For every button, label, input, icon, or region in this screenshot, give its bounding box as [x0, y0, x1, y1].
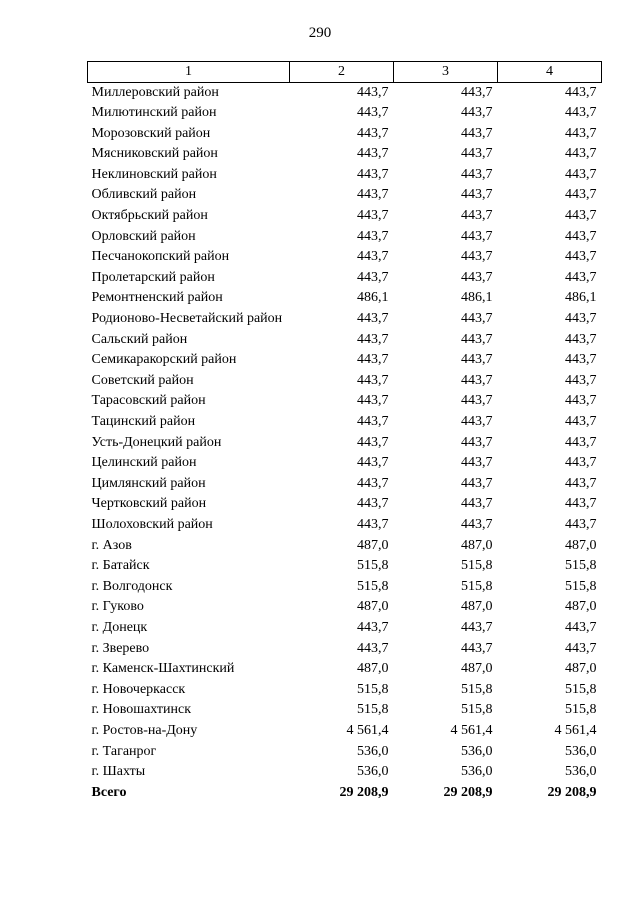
allocation-table	[87, 61, 602, 803]
table-row	[88, 124, 602, 145]
municipality-name: Цимлянский район	[91, 475, 206, 491]
value-col-3: 487,0	[461, 661, 493, 677]
municipality-name: г. Шахты	[91, 764, 146, 780]
value-col-2: 515,8	[357, 681, 389, 697]
value-col-4: 443,7	[565, 269, 597, 285]
municipality-name: г. Азов	[91, 537, 132, 553]
value-col-2: 536,0	[357, 743, 389, 759]
table-header	[88, 62, 602, 83]
value-col-3: 443,7	[461, 516, 493, 532]
value-col-2: 487,0	[357, 537, 389, 553]
value-col-3: 486,1	[461, 290, 493, 306]
value-col-2: 443,7	[357, 393, 389, 409]
municipality-name: Песчанокопский район	[91, 249, 230, 265]
value-col-4: 443,7	[565, 496, 597, 512]
value-col-4: 443,7	[565, 228, 597, 244]
value-col-2: 443,7	[357, 85, 389, 100]
table-row	[88, 762, 602, 783]
value-col-4: 515,8	[565, 578, 597, 594]
value-col-3: 443,7	[461, 331, 493, 347]
municipality-name: Тацинский район	[91, 414, 196, 429]
total-value-col-4: 29 208,9	[547, 784, 597, 800]
value-col-2: 443,7	[357, 105, 389, 121]
table-row	[88, 742, 602, 763]
value-col-2: 443,7	[357, 249, 389, 265]
value-col-2: 443,7	[357, 372, 389, 388]
value-col-3: 536,0	[461, 764, 493, 780]
municipality-name: Целинский район	[91, 455, 197, 471]
value-col-3: 443,7	[461, 414, 493, 429]
value-col-2: 443,7	[357, 228, 389, 244]
table-row	[88, 597, 602, 618]
value-col-3: 443,7	[461, 125, 493, 141]
value-col-3: 443,7	[461, 496, 493, 512]
value-col-3: 443,7	[461, 228, 493, 244]
municipality-name: Орловский район	[91, 228, 196, 244]
municipality-name: г. Донецк	[91, 619, 148, 635]
value-col-4: 443,7	[565, 311, 597, 327]
municipality-name: Ремонтненский район	[91, 290, 223, 306]
value-col-3: 443,7	[461, 311, 493, 327]
value-col-3: 443,7	[461, 434, 493, 450]
value-col-3: 443,7	[461, 619, 493, 635]
value-col-2: 515,8	[357, 702, 389, 718]
value-col-3: 515,8	[461, 578, 493, 594]
value-col-2: 515,8	[357, 578, 389, 594]
table-row	[88, 494, 602, 515]
municipality-name: Чертковский район	[91, 496, 207, 512]
value-col-4: 443,7	[565, 166, 597, 182]
table-row	[88, 206, 602, 227]
total-label: Всего	[91, 784, 127, 800]
table-row	[88, 453, 602, 474]
municipality-name: г. Батайск	[91, 558, 150, 574]
value-col-2: 4 561,4	[346, 722, 389, 738]
total-value-col-3: 29 208,9	[443, 784, 493, 800]
municipality-name: Морозовский район	[91, 125, 211, 141]
column-header-3: 3	[394, 62, 498, 83]
value-col-2: 487,0	[357, 599, 389, 615]
table-row	[88, 577, 602, 598]
municipality-name: Тарасовский район	[91, 393, 206, 409]
value-col-2: 443,7	[357, 640, 389, 656]
value-col-4: 443,7	[565, 475, 597, 491]
table-row	[88, 185, 602, 206]
municipality-name: Миллеровский район	[91, 85, 219, 100]
value-col-4: 443,7	[565, 434, 597, 450]
table-row	[88, 268, 602, 289]
municipality-name: Мясниковский район	[91, 146, 218, 162]
municipality-name: Октябрьский район	[91, 208, 208, 224]
value-col-3: 515,8	[461, 681, 493, 697]
table-row	[88, 536, 602, 557]
table-row	[88, 721, 602, 742]
municipality-name: г. Волгодонск	[91, 578, 173, 594]
value-col-3: 443,7	[461, 85, 493, 100]
value-col-3: 443,7	[461, 372, 493, 388]
municipality-name: г. Новочеркасск	[91, 681, 186, 697]
value-col-4: 487,0	[565, 661, 597, 677]
value-col-4: 443,7	[565, 455, 597, 471]
value-col-3: 443,7	[461, 475, 493, 491]
municipality-name: Обливский район	[91, 187, 197, 203]
value-col-2: 536,0	[357, 764, 389, 780]
value-col-4: 443,7	[565, 125, 597, 141]
table-row	[88, 247, 602, 268]
value-col-3: 443,7	[461, 352, 493, 368]
municipality-name: Пролетарский район	[91, 269, 215, 285]
table-row	[88, 433, 602, 454]
value-col-2: 487,0	[357, 661, 389, 677]
municipality-name: г. Новошахтинск	[91, 702, 192, 718]
value-col-3: 443,7	[461, 393, 493, 409]
value-col-4: 443,7	[565, 187, 597, 203]
municipality-name: г. Гуково	[91, 599, 144, 615]
municipality-name: Сальский район	[91, 331, 188, 347]
value-col-3: 443,7	[461, 166, 493, 182]
value-col-4: 536,0	[565, 743, 597, 759]
municipality-name: Шолоховский район	[91, 516, 213, 532]
value-col-2: 443,7	[357, 269, 389, 285]
column-header-1: 1	[88, 62, 290, 83]
table-row	[88, 515, 602, 536]
municipality-name: Милютинский район	[91, 105, 217, 121]
page-number: 290	[308, 25, 332, 41]
table-row	[88, 227, 602, 248]
value-col-2: 443,7	[357, 414, 389, 429]
table-row	[88, 659, 602, 680]
municipality-name: г. Таганрог	[91, 743, 157, 759]
value-col-2: 443,7	[357, 475, 389, 491]
value-col-2: 486,1	[357, 290, 389, 306]
value-col-2: 443,7	[357, 455, 389, 471]
municipality-name: Неклиновский район	[91, 166, 217, 182]
value-col-2: 443,7	[357, 434, 389, 450]
value-col-2: 515,8	[357, 558, 389, 574]
value-col-4: 443,7	[565, 414, 597, 429]
value-col-4: 443,7	[565, 249, 597, 265]
table-row	[88, 144, 602, 165]
column-header-4: 4	[498, 62, 602, 83]
value-col-4: 443,7	[565, 352, 597, 368]
value-col-3: 443,7	[461, 249, 493, 265]
value-col-4: 487,0	[565, 599, 597, 615]
value-col-2: 443,7	[357, 516, 389, 532]
table-row	[88, 391, 602, 412]
value-col-3: 487,0	[461, 599, 493, 615]
value-col-3: 443,7	[461, 146, 493, 162]
value-col-3: 515,8	[461, 702, 493, 718]
table-row	[88, 639, 602, 660]
value-col-3: 443,7	[461, 269, 493, 285]
table-row	[88, 412, 602, 433]
total-row	[88, 783, 602, 804]
table-row	[88, 103, 602, 124]
table-row	[88, 330, 602, 351]
value-col-2: 443,7	[357, 166, 389, 182]
table-row	[88, 474, 602, 495]
value-col-2: 443,7	[357, 146, 389, 162]
value-col-2: 443,7	[357, 125, 389, 141]
municipality-name: Родионово-Несветайский район	[91, 311, 283, 327]
table-row	[88, 680, 602, 701]
value-col-3: 515,8	[461, 558, 493, 574]
value-col-4: 443,7	[565, 393, 597, 409]
value-col-2: 443,7	[357, 187, 389, 203]
value-col-4: 4 561,4	[554, 722, 597, 738]
value-col-4: 443,7	[565, 372, 597, 388]
header-row	[88, 62, 602, 83]
value-col-4: 443,7	[565, 619, 597, 635]
column-header-2: 2	[290, 62, 394, 83]
value-col-4: 515,8	[565, 558, 597, 574]
value-col-3: 443,7	[461, 208, 493, 224]
table-row	[88, 618, 602, 639]
value-col-4: 486,1	[565, 290, 597, 306]
value-col-4: 443,7	[565, 105, 597, 121]
municipality-name: г. Каменск-Шахтинский	[91, 661, 235, 677]
value-col-3: 443,7	[461, 455, 493, 471]
table-row	[88, 371, 602, 392]
value-col-2: 443,7	[357, 208, 389, 224]
value-col-3: 487,0	[461, 537, 493, 553]
value-col-2: 443,7	[357, 331, 389, 347]
table-row	[88, 288, 602, 309]
value-col-4: 443,7	[565, 208, 597, 224]
municipality-name: г. Зверево	[91, 640, 150, 656]
value-col-4: 443,7	[565, 85, 597, 100]
value-col-4: 443,7	[565, 516, 597, 532]
value-col-4: 443,7	[565, 640, 597, 656]
table-row	[88, 556, 602, 577]
value-col-4: 443,7	[565, 331, 597, 347]
total-value-col-2: 29 208,9	[339, 784, 389, 800]
value-col-2: 443,7	[357, 619, 389, 635]
value-col-4: 515,8	[565, 702, 597, 718]
value-col-4: 536,0	[565, 764, 597, 780]
value-col-3: 443,7	[461, 105, 493, 121]
value-col-3: 443,7	[461, 640, 493, 656]
table-row	[88, 309, 602, 330]
value-col-3: 536,0	[461, 743, 493, 759]
value-col-4: 443,7	[565, 146, 597, 162]
municipality-name: Советский район	[91, 372, 194, 388]
municipality-name: г. Ростов-на-Дону	[91, 722, 198, 738]
municipality-name: Усть-Донецкий район	[91, 434, 222, 450]
value-col-2: 443,7	[357, 496, 389, 512]
value-col-3: 443,7	[461, 187, 493, 203]
value-col-2: 443,7	[357, 311, 389, 327]
value-col-3: 4 561,4	[450, 722, 493, 738]
municipality-name: Семикаракорский район	[91, 352, 237, 368]
value-col-2: 443,7	[357, 352, 389, 368]
table-row	[88, 83, 602, 104]
table-body	[88, 83, 602, 804]
value-col-4: 487,0	[565, 537, 597, 553]
table-row	[88, 165, 602, 186]
table-row	[88, 350, 602, 371]
table-row	[88, 700, 602, 721]
value-col-4: 515,8	[565, 681, 597, 697]
